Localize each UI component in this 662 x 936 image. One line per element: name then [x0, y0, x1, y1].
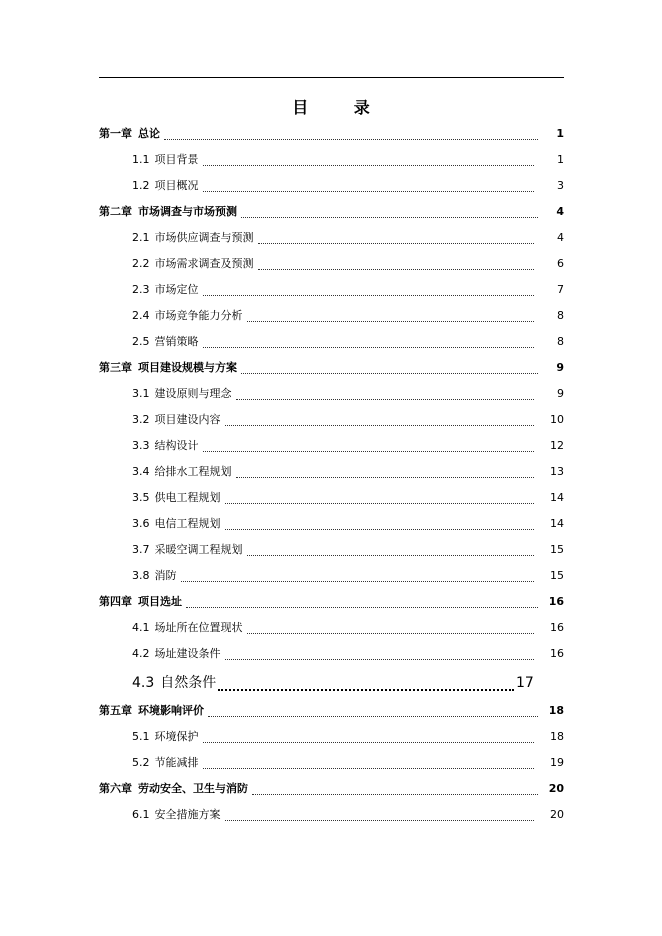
toc-chapter-entry[interactable] — [99, 593, 564, 611]
toc-entry-label: 项目背景 — [154, 153, 199, 166]
header-rule — [99, 77, 564, 78]
toc-entry-label: 结构设计 — [154, 439, 199, 452]
toc-entry-label: 总论 — [138, 127, 160, 140]
toc-entry-label: 项目概况 — [154, 179, 199, 192]
toc-chapter-entry[interactable] — [99, 780, 564, 798]
toc-entry-label: 消防 — [154, 569, 177, 582]
toc-entry-page: 3 — [557, 179, 564, 192]
toc-entry-label: 市场竞争能力分析 — [154, 309, 243, 322]
toc-entry-number: 3.2 — [132, 413, 150, 426]
toc-entry-number: 第一章 — [99, 127, 132, 140]
toc-leader-dots — [203, 742, 535, 743]
toc-leader-dots — [247, 321, 535, 322]
toc-entry-page: 20 — [550, 808, 564, 821]
toc-leader-dots — [186, 607, 538, 608]
toc-entry-label: 市场调查与市场预测 — [138, 205, 237, 218]
toc-section-entry[interactable] — [132, 177, 564, 195]
toc-entry-page: 15 — [550, 543, 564, 556]
toc-leader-dots — [164, 139, 538, 140]
toc-entry-number: 第二章 — [99, 205, 132, 218]
toc-entry-label: 环境影响评价 — [138, 704, 204, 717]
toc-leader-dots — [203, 768, 535, 769]
toc-entry-label: 项目建设规模与方案 — [138, 361, 237, 374]
toc-entry-number: 3.4 — [132, 465, 150, 478]
toc-chapter-entry[interactable] — [99, 359, 564, 377]
toc-entry-number: 第三章 — [99, 361, 132, 374]
toc-leader-dots — [258, 269, 535, 270]
toc-entry-page: 1 — [557, 153, 564, 166]
toc-entry-number: 2.1 — [132, 231, 150, 244]
toc-leader-dots — [225, 529, 535, 530]
toc-section-entry[interactable] — [132, 385, 564, 403]
toc-entry-page: 18 — [548, 704, 564, 717]
toc-leader-dots — [258, 243, 535, 244]
toc-section-entry[interactable] — [132, 728, 564, 746]
toc-leader-dots — [247, 633, 535, 634]
toc-entry-page: 19 — [550, 756, 564, 769]
toc-entry-label: 采暖空调工程规划 — [154, 543, 243, 556]
toc-section-entry[interactable] — [132, 151, 564, 169]
toc-entry-number: 4.3 — [132, 675, 155, 691]
toc-leader-dots — [218, 689, 514, 691]
toc-leader-dots — [203, 165, 535, 166]
toc-section-entry[interactable] — [132, 437, 564, 455]
toc-entry-number: 2.5 — [132, 335, 150, 348]
toc-leader-dots — [225, 503, 535, 504]
toc-entry-page: 18 — [550, 730, 564, 743]
toc-entry-page: 20 — [548, 782, 564, 795]
toc-section-entry[interactable] — [132, 806, 564, 824]
toc-entry-label: 营销策略 — [154, 335, 199, 348]
toc-entry-number: 5.1 — [132, 730, 150, 743]
toc-entry-label: 项目选址 — [138, 595, 182, 608]
toc-leader-dots — [225, 425, 535, 426]
toc-section-entry[interactable] — [132, 255, 564, 273]
toc-entry-page: 7 — [557, 283, 564, 296]
toc-entry-label: 建设原则与理念 — [154, 387, 232, 400]
toc-section-entry[interactable] — [132, 281, 564, 299]
toc-entry-number: 2.3 — [132, 283, 150, 296]
toc-entry-number: 5.2 — [132, 756, 150, 769]
toc-section-entry[interactable] — [132, 619, 564, 637]
toc-leader-dots — [203, 347, 535, 348]
toc-entry-number: 3.6 — [132, 517, 150, 530]
toc-section-entry[interactable] — [132, 333, 564, 351]
toc-entry-page: 16 — [548, 595, 564, 608]
toc-leader-dots — [225, 820, 535, 821]
toc-entry-page: 9 — [557, 387, 564, 400]
toc-entry-page: 12 — [550, 439, 564, 452]
toc-section-entry[interactable] — [132, 515, 564, 533]
toc-entry-page: 10 — [550, 413, 564, 426]
toc-entry-number: 3.5 — [132, 491, 150, 504]
toc-section-entry[interactable] — [132, 541, 564, 559]
toc-entry-page: 14 — [550, 517, 564, 530]
toc-leader-dots — [241, 217, 538, 218]
toc-chapter-entry[interactable] — [99, 702, 564, 720]
toc-section-entry[interactable] — [132, 411, 564, 429]
toc-entry-label: 劳动安全、卫生与消防 — [138, 782, 248, 795]
toc-leader-dots — [203, 295, 535, 296]
toc-entry-page: 16 — [550, 647, 564, 660]
toc-section-entry[interactable] — [132, 229, 564, 247]
toc-entry-page: 1 — [556, 127, 564, 140]
toc-entry-page: 17 — [516, 675, 534, 691]
toc-section-entry[interactable] — [132, 672, 532, 694]
toc-entry-label: 场址建设条件 — [154, 647, 221, 660]
toc-entry-label: 电信工程规划 — [154, 517, 221, 530]
toc-entry-number: 2.4 — [132, 309, 150, 322]
toc-entry-label: 市场供应调查与预测 — [154, 231, 254, 244]
toc-entry-number: 第四章 — [99, 595, 132, 608]
toc-leader-dots — [236, 399, 535, 400]
toc-chapter-entry[interactable] — [99, 125, 564, 143]
toc-entry-label: 环境保护 — [154, 730, 199, 743]
toc-section-entry[interactable] — [132, 645, 564, 663]
toc-leader-dots — [252, 794, 538, 795]
toc-entry-number: 2.2 — [132, 257, 150, 270]
toc-entry-page: 6 — [557, 257, 564, 270]
toc-chapter-entry[interactable] — [99, 203, 564, 221]
toc-entry-label: 安全措施方案 — [154, 808, 221, 821]
toc-entry-number: 3.7 — [132, 543, 150, 556]
toc-leader-dots — [241, 373, 538, 374]
toc-section-entry[interactable] — [132, 307, 564, 325]
toc-entry-page: 13 — [550, 465, 564, 478]
toc-leader-dots — [247, 555, 535, 556]
toc-leader-dots — [236, 477, 535, 478]
toc-entry-label: 项目建设内容 — [154, 413, 221, 426]
toc-entry-page: 15 — [550, 569, 564, 582]
toc-entry-page: 4 — [556, 205, 564, 218]
toc-entry-page: 14 — [550, 491, 564, 504]
toc-section-entry[interactable] — [132, 567, 564, 585]
toc-entry-number: 1.1 — [132, 153, 150, 166]
toc-entry-label: 给排水工程规划 — [154, 465, 232, 478]
toc-entry-number: 3.3 — [132, 439, 150, 452]
toc-entry-number: 1.2 — [132, 179, 150, 192]
toc-entry-number: 第五章 — [99, 704, 132, 717]
toc-section-entry[interactable] — [132, 489, 564, 507]
toc-entry-page: 8 — [557, 309, 564, 322]
toc-entry-number: 3.1 — [132, 387, 150, 400]
toc-leader-dots — [181, 581, 535, 582]
toc-entry-label: 市场定位 — [154, 283, 199, 296]
toc-entry-number: 6.1 — [132, 808, 150, 821]
toc-entry-number: 4.1 — [132, 621, 150, 634]
toc-leader-dots — [225, 659, 535, 660]
toc-title: 目 录 — [292, 98, 390, 117]
toc-leader-dots — [203, 451, 535, 452]
toc-entry-page: 9 — [556, 361, 564, 374]
toc-leader-dots — [203, 191, 535, 192]
toc-entry-number: 3.8 — [132, 569, 150, 582]
toc-entry-label: 自然条件 — [160, 675, 217, 691]
toc-section-entry[interactable] — [132, 754, 564, 772]
toc-entry-number: 4.2 — [132, 647, 150, 660]
toc-entry-page: 16 — [550, 621, 564, 634]
toc-entry-page: 4 — [557, 231, 564, 244]
toc-leader-dots — [208, 716, 538, 717]
toc-entry-label: 供电工程规划 — [154, 491, 221, 504]
toc-entry-label: 节能减排 — [154, 756, 199, 769]
toc-entry-number: 第六章 — [99, 782, 132, 795]
toc-section-entry[interactable] — [132, 463, 564, 481]
toc-entry-label: 场址所在位置现状 — [154, 621, 243, 634]
toc-entry-page: 8 — [557, 335, 564, 348]
toc-entry-label: 市场需求调查及预测 — [154, 257, 254, 270]
